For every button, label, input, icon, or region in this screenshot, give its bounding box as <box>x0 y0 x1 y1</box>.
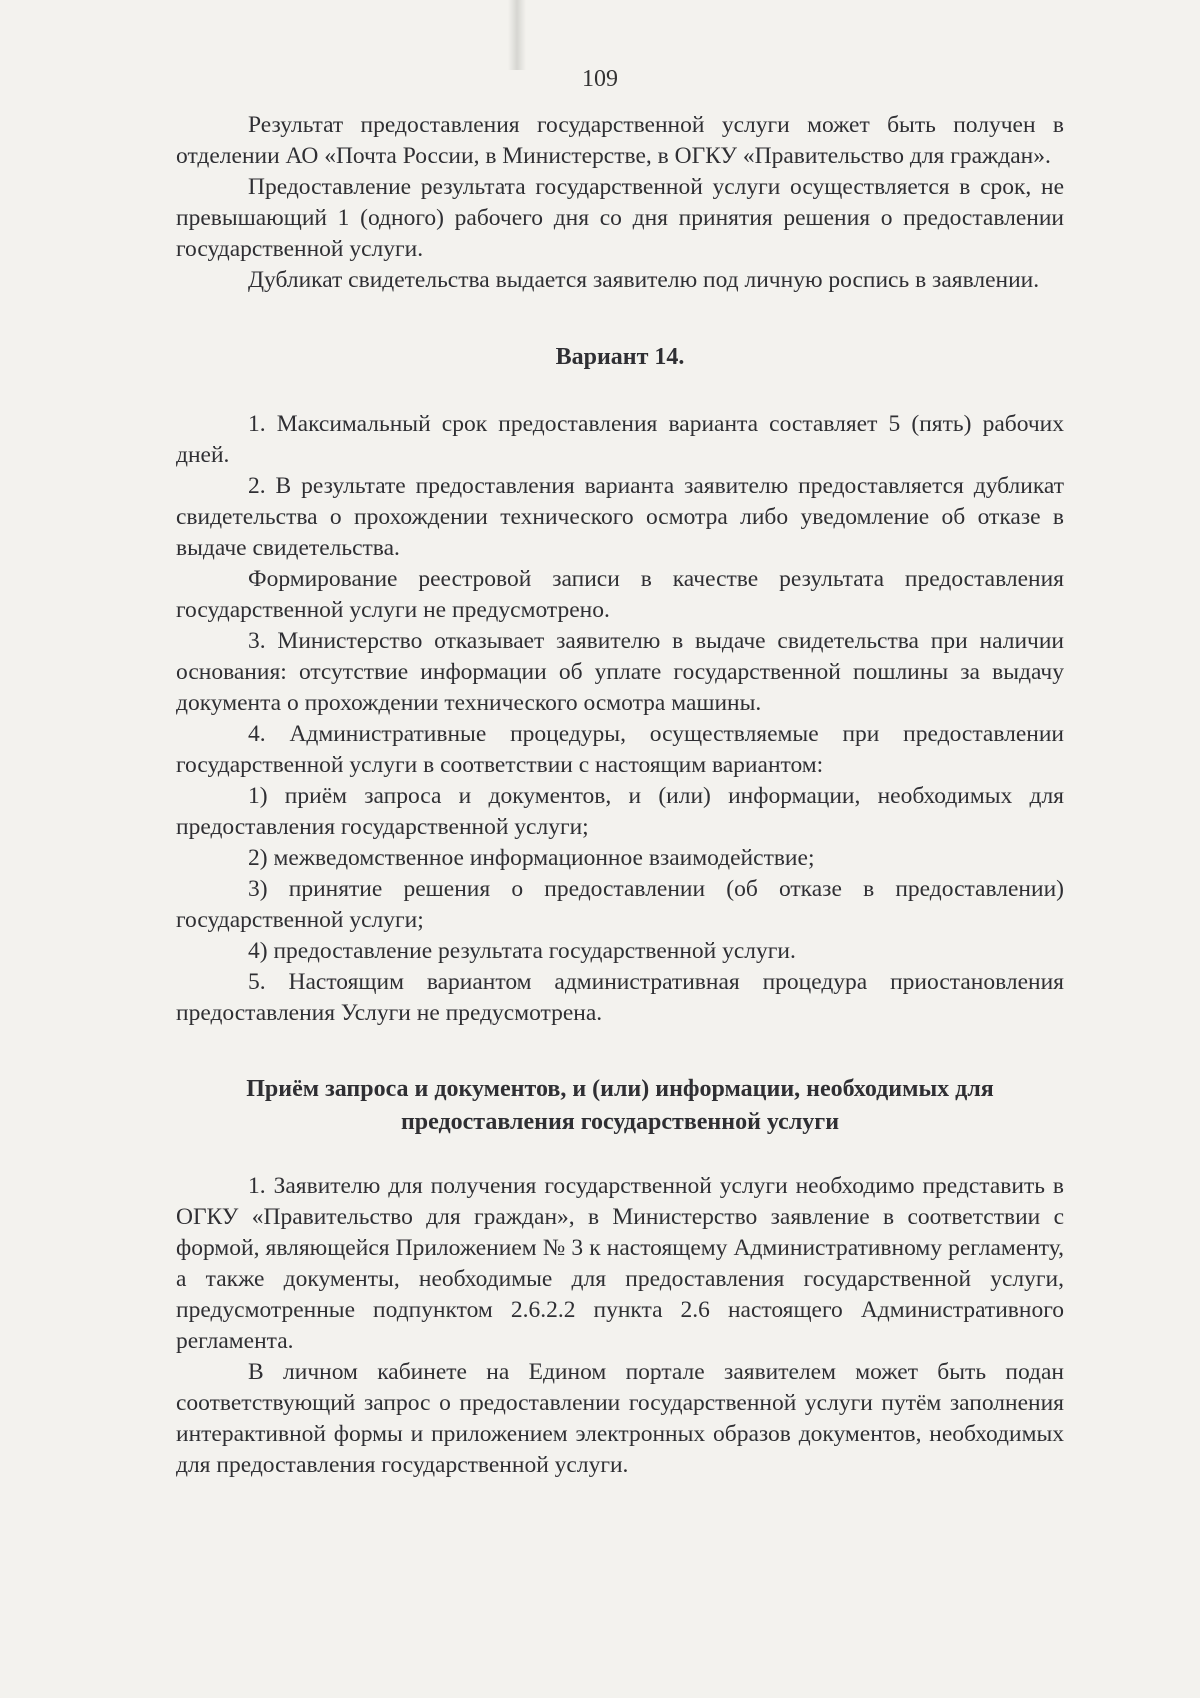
paragraph: 1. Максимальный срок предоставления варианта составляет 5 (пять) рабочих дней. <box>176 411 1064 468</box>
list-item: 1) приём запроса и документов, и (или) информации, необходимых для предоставления государственной услуги; <box>176 783 1064 840</box>
list-item: 4) предоставление результата государственной услуги. <box>248 938 796 964</box>
scan-artifact <box>508 0 526 70</box>
paragraph: Формирование реестровой записи в качестве результата предоставления государственной услуги не предусмотрено. <box>176 566 1064 623</box>
variant-title: Вариант 14. <box>555 344 685 370</box>
section-heading-line: Приём запроса и документов, и (или) информации, необходимых для <box>246 1076 994 1102</box>
paragraph: Дубликат свидетельства выдается заявителю под личную роспись в заявлении. <box>248 267 1040 293</box>
section-heading <box>176 1073 1064 1139</box>
list-item: 3) принятие решения о предоставлении (об отказе в предоставлении) государственной услуги; <box>176 876 1064 933</box>
paragraph: 4. Административные процедуры, осуществляемые при предоставлении государственной услуги в соответствии с настоящим вариантом: <box>176 721 1064 778</box>
list-item: 2) межведомственное информационное взаимодействие; <box>248 845 815 871</box>
page-content <box>176 110 1064 1481</box>
paragraph: 2. В результате предоставления варианта заявителю предоставляется дубликат свидетельства о прохождении технического осмотра либо уведомление об отказе в выдаче свидетельства. <box>176 473 1064 561</box>
section-heading-line: предоставления государственной услуги <box>400 1109 840 1135</box>
paragraph: Результат предоставления государственной услуги может быть получен в отделении АО «Почта России, в Министерстве, в ОГКУ «Правительство для граждан». <box>176 112 1064 169</box>
paragraph: Предоставление результата государственной услуги осуществляется в срок, не превышающий 1 (одного) рабочего дня со дня принятия решения о предоставлении государственной услуги. <box>176 174 1064 262</box>
paragraph: 5. Настоящим вариантом административная процедура приостановления предоставления Услуги не предусмотрена. <box>176 969 1064 1026</box>
page-number: 109 <box>582 66 618 92</box>
paragraph: 3. Министерство отказывает заявителю в выдаче свидетельства при наличии основания: отсутствие информации об уплате государственной пошлины за выдачу документа о прохождении технического осмотра машины. <box>176 628 1064 716</box>
paragraph: В личном кабинете на Едином портале заявителем может быть подан соответствующий запрос о предоставлении государственной услуги путём заполнения интерактивной формы и приложением электронных образов документов, необходимых для предоставления государственной услуги. <box>176 1359 1064 1478</box>
paragraph: 1. Заявителю для получения государственной услуги необходимо представить в ОГКУ «Правительство для граждан», в Министерство заявление в соответствии с формой, являющейся Приложением № 3 к настоящему Административному регламенту, а также документы, необходимые для предоставления государственной услуги, предусмотренные подпунктом 2.6.2.2 пункта 2.6 настоящего Административного регламента. <box>176 1173 1064 1354</box>
